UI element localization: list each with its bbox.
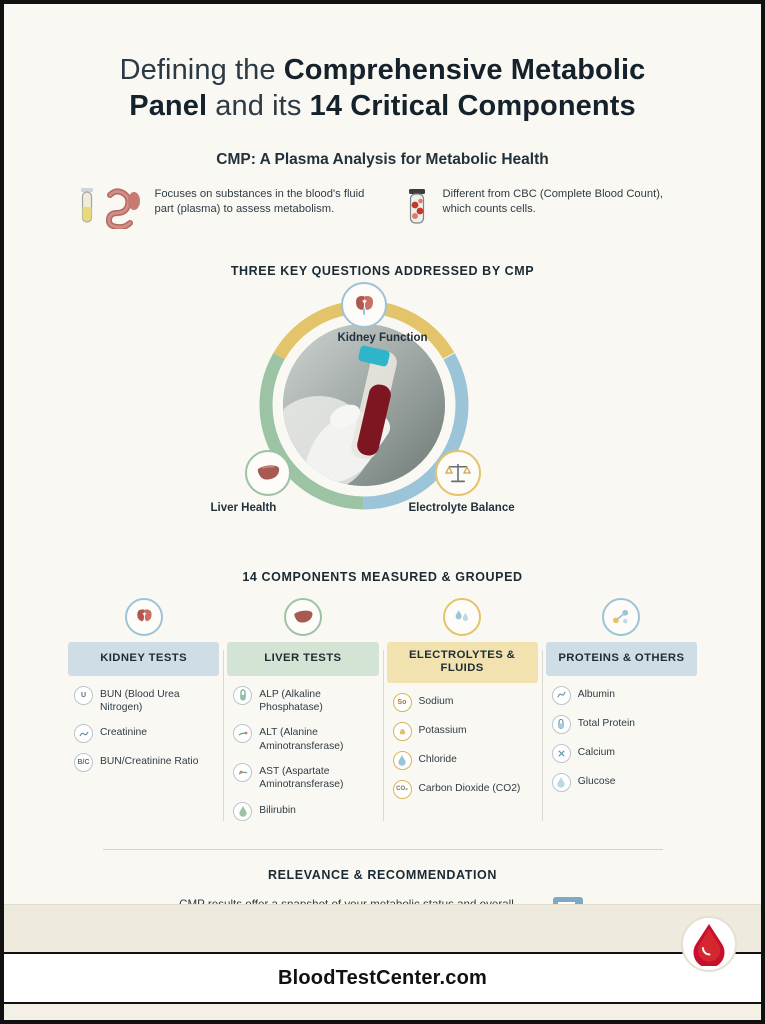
component-column-kidney: [64, 598, 223, 831]
potassium-icon: [393, 722, 412, 741]
title-line2-bold-b: 14 Critical Components: [309, 90, 636, 123]
component-label: Potassium: [418, 724, 467, 736]
co2-icon: CO₂: [393, 780, 412, 799]
albumin-icon: [552, 686, 571, 705]
list-item: [393, 722, 538, 741]
ast-icon: [233, 763, 252, 782]
component-label: BUN (Blood Urea Nitrogen): [100, 688, 180, 713]
subtitle: CMP: A Plasma Analysis for Metabolic Health: [216, 150, 549, 168]
footer-site-name[interactable]: BloodTestCenter.com: [277, 966, 487, 989]
component-label: Carbon Dioxide (CO2): [418, 782, 521, 794]
kidneys-icon: [125, 598, 163, 636]
node-liver-health[interactable]: [245, 450, 291, 496]
list-item: [74, 724, 219, 743]
list-item: [233, 802, 378, 821]
alp-icon: [233, 686, 252, 705]
component-label: Sodium: [418, 695, 454, 707]
component-column-electrolytes: [383, 598, 542, 831]
component-list-kidney: [68, 686, 219, 773]
list-item: [393, 751, 538, 770]
component-list-liver: [227, 686, 378, 821]
page-title: [64, 4, 701, 125]
components-heading: 14 COMPONENTS MEASURED & GROUPED: [242, 569, 523, 584]
component-label: Glucose: [577, 775, 616, 787]
component-label: ALP (Alkaline Phosphatase): [259, 688, 323, 713]
alt-icon: [233, 724, 252, 743]
node-label-electrolyte: Electrolyte Balance: [408, 501, 515, 514]
liver-icon: [255, 460, 281, 486]
component-title-kidney: KIDNEY TESTS: [68, 642, 219, 676]
intro-text-cbc: Different from CBC (Complete Blood Count), which counts cells.: [442, 187, 664, 215]
component-list-proteins: [546, 686, 697, 792]
title-line1-plain: Defining the: [119, 54, 284, 86]
node-label-liver: Liver Health: [210, 501, 277, 514]
title-line1-bold: Comprehensive Metabolic: [283, 54, 646, 86]
node-kidney-function[interactable]: [341, 282, 387, 328]
sodium-icon: So: [393, 693, 412, 712]
component-label: Albumin: [577, 688, 615, 700]
calcium-icon: [552, 744, 571, 763]
component-label: AST (Aspartate Aminotransferase): [259, 766, 344, 791]
droplets-icon: [443, 598, 481, 636]
node-electrolyte-balance[interactable]: [435, 450, 481, 496]
component-column-liver: [223, 598, 382, 831]
list-item: [393, 780, 538, 799]
component-label: Calcium: [577, 746, 615, 758]
component-list-electrolytes: [387, 693, 538, 799]
list-item: [233, 763, 378, 792]
components-grid: [64, 598, 701, 831]
component-label: ALT (Alanine Aminotransferase): [259, 727, 344, 752]
intro-row: [64, 185, 701, 234]
list-item: [74, 753, 219, 772]
liver-icon: [284, 598, 322, 636]
blood-sample-photo: [283, 324, 445, 486]
relevance-heading: RELEVANCE & RECOMMENDATION: [267, 867, 498, 882]
footer-bar: [4, 952, 761, 1004]
component-label: Creatinine: [100, 727, 147, 739]
intro-item-plasma: [76, 185, 366, 234]
intro-text-plasma: Focuses on substances in the blood's fluid part (plasma) to assess metabolism.: [154, 187, 365, 215]
list-item: [552, 715, 697, 734]
bilirubin-icon: [233, 802, 252, 821]
molecule-icon: [602, 598, 640, 636]
component-label: BUN/Creatinine Ratio: [100, 756, 199, 768]
component-title-proteins: PROTEINS & OTHERS: [546, 642, 697, 676]
intro-item-cbc: [400, 185, 690, 234]
chloride-icon: [393, 751, 412, 770]
component-title-liver: LIVER TESTS: [227, 642, 378, 676]
component-column-proteins: [542, 598, 701, 831]
test-tube-icon: [76, 185, 98, 234]
component-title-electrolytes: ELECTROLYTES & FLUIDS: [387, 642, 538, 683]
component-label: Bilirubin: [259, 804, 296, 816]
list-item: [393, 693, 538, 712]
section-divider: [103, 849, 663, 850]
component-label: Chloride: [418, 753, 457, 765]
blood-drop-logo: [681, 916, 737, 972]
list-item: [233, 724, 378, 753]
component-label: Total Protein: [577, 717, 635, 729]
list-item: [74, 686, 219, 715]
infographic-content: [4, 4, 761, 904]
intro-icons-plasma: [76, 185, 146, 234]
bun-icon: U: [74, 686, 93, 705]
title-line2-bold-a: Panel: [129, 90, 208, 123]
node-label-kidney: Kidney Function: [337, 331, 428, 344]
glucose-icon: [552, 773, 571, 792]
key-questions-diagram: [210, 290, 533, 540]
blood-cells-vial-icon: [400, 185, 434, 234]
list-item: [552, 686, 697, 705]
bun-creatinine-ratio-icon: B/C: [74, 753, 93, 772]
footer-band: [4, 904, 761, 952]
intro-icons-cbc: [400, 185, 434, 234]
creatinine-icon: [74, 724, 93, 743]
list-item: [552, 773, 697, 792]
list-item: [552, 744, 697, 763]
kidneys-icon: [351, 292, 377, 318]
bottom-strip: [4, 1004, 761, 1020]
list-item: [233, 686, 378, 715]
title-line2-plain: and its: [207, 90, 310, 123]
intestines-icon: [102, 185, 146, 234]
total-protein-icon: [552, 715, 571, 734]
balance-scale-icon: [445, 460, 471, 486]
questions-heading: THREE KEY QUESTIONS ADDRESSED BY CMP: [230, 263, 535, 278]
